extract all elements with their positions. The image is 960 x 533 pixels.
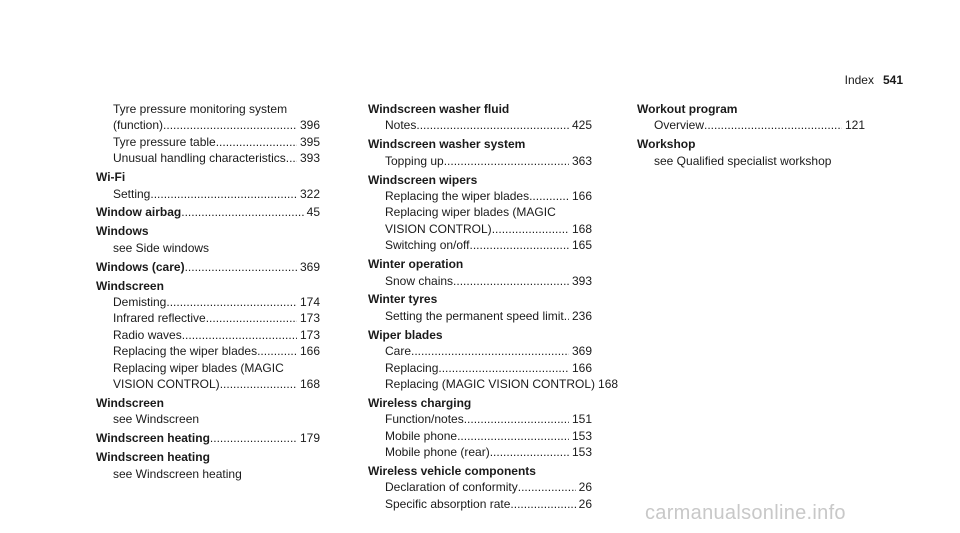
- index-sub-line: [368, 153, 592, 169]
- index-heading: Windscreen washer fluid: [368, 102, 510, 116]
- index-sub-line: [368, 411, 592, 427]
- leader-dots: [492, 221, 569, 237]
- index-sub-label: Setting the permanent speed limit: [385, 308, 564, 323]
- page-ref[interactable]: 121: [844, 118, 865, 133]
- index-sub-line: [368, 479, 592, 495]
- index-sub-label: Unusual handling characteristics: [113, 151, 286, 166]
- page-header: [845, 73, 903, 87]
- index-entry-workshop: [637, 136, 865, 169]
- leader-dots: [453, 273, 569, 289]
- index-heading: Winter tyres: [368, 292, 438, 307]
- page-ref[interactable]: 153: [571, 445, 592, 460]
- index-sub-label: Notes: [385, 118, 417, 133]
- index-entry-windows: [96, 223, 320, 256]
- index-entry-tyre-pressure-cont: [96, 101, 320, 167]
- index-sub-label: Replacing: [385, 360, 439, 375]
- page-ref[interactable]: 393: [299, 151, 320, 166]
- leader-dots: [185, 259, 297, 275]
- index-sub-line: [96, 310, 320, 326]
- leader-dots: [470, 237, 569, 253]
- leader-dots: [457, 428, 569, 444]
- leader-dots: [286, 150, 297, 166]
- leader-dots: [181, 204, 303, 220]
- page-ref[interactable]: 168: [571, 221, 592, 236]
- index-entry-wiper-blades: [368, 327, 619, 393]
- index-sub-label: Snow chains: [385, 273, 454, 288]
- index-heading: Wireless charging: [368, 395, 472, 410]
- page-ref[interactable]: 168: [299, 377, 320, 391]
- index-sub-label: Mobile phone: [385, 428, 458, 443]
- index-heading: Wiper blades: [368, 327, 443, 342]
- page-ref[interactable]: 363: [571, 153, 592, 168]
- leader-dots: [704, 117, 842, 133]
- page-ref[interactable]: 396: [299, 118, 320, 133]
- index-sub-label: Overview: [654, 118, 705, 133]
- leader-dots: [416, 117, 569, 133]
- index-heading: Windscreen heating: [96, 431, 210, 446]
- index-heading: Windows (care): [96, 259, 185, 274]
- index-sub-line: [368, 376, 619, 392]
- index-column-2: [368, 101, 619, 515]
- page-ref[interactable]: 179: [299, 431, 320, 446]
- index-heading: Windscreen wipers: [368, 172, 478, 187]
- index-entry-winter-tyres: [368, 291, 592, 324]
- leader-dots: [529, 188, 569, 204]
- index-entry-windscreen-heating-see: [96, 449, 320, 482]
- page-ref[interactable]: 425: [571, 118, 592, 133]
- index-entry-washer-fluid: [368, 101, 592, 134]
- index-entry-wireless-vehicle: [368, 463, 592, 512]
- page-ref[interactable]: 166: [299, 344, 320, 359]
- index-entry-windscreen: [96, 278, 320, 393]
- index-sub-line: [96, 294, 320, 310]
- leader-dots: [163, 117, 297, 133]
- index-sub-label: Care: [385, 344, 412, 359]
- index-entry-winter-operation: [368, 256, 592, 289]
- leader-dots: [444, 153, 569, 169]
- index-sub-label: Replacing wiper blades (MAGIC: [113, 360, 284, 375]
- index-heading: Wireless vehicle components: [368, 464, 536, 479]
- index-entry-window-airbag: [96, 204, 320, 220]
- index-heading-line: [96, 259, 320, 275]
- leader-dots: [490, 444, 569, 460]
- leader-dots: [216, 134, 297, 150]
- page-ref[interactable]: 395: [299, 134, 320, 149]
- watermark: carmanualsonline.info: [645, 502, 846, 524]
- index-sub-label: (function): [113, 118, 164, 133]
- index-heading: Wi-Fi: [96, 170, 126, 185]
- index-sub-label: Function/notes: [385, 412, 464, 427]
- index-sub-line: [368, 360, 592, 376]
- index-entry-washer-system: [368, 136, 592, 169]
- index-sub-line: [368, 188, 592, 204]
- index-sub-line: [96, 186, 320, 202]
- index-entry-wifi: [96, 169, 320, 202]
- page-ref[interactable]: 369: [299, 259, 320, 274]
- leader-dots: [464, 411, 569, 427]
- index-sub-label: Setting: [113, 186, 151, 201]
- page-number: 541: [882, 73, 903, 87]
- index-sub-line: [368, 428, 592, 444]
- index-sub-label: Replacing the wiper blades: [385, 189, 530, 204]
- index-sub-label: Replacing (MAGIC VISION CONTROL): [385, 377, 596, 391]
- index-sub-line: [96, 134, 320, 150]
- index-sub-label: Replacing the wiper blades: [113, 344, 258, 359]
- index-heading: Workshop: [637, 137, 696, 152]
- index-column-1: [96, 101, 320, 484]
- index-entry-windscreen-see: [96, 395, 320, 428]
- index-heading: Windscreen: [96, 278, 164, 293]
- index-sub-line: [368, 343, 592, 359]
- index-heading: Winter operation: [368, 257, 464, 272]
- section-title: Index: [844, 73, 874, 87]
- index-sub-line: [368, 221, 592, 237]
- page-ref[interactable]: 166: [571, 189, 592, 204]
- leader-dots: [518, 479, 576, 495]
- see-reference[interactable]: see Windscreen heating: [113, 466, 242, 481]
- index-sub-line: [96, 343, 320, 359]
- see-reference[interactable]: see Qualified specialist workshop: [654, 153, 832, 168]
- index-sub-line: [368, 308, 592, 324]
- index-sub-line: [368, 444, 592, 460]
- index-sub-label: VISION CONTROL): [113, 377, 220, 391]
- index-sub-label: Tyre pressure monitoring system: [113, 102, 288, 116]
- index-heading: Windscreen: [96, 395, 164, 410]
- index-heading: Workout program: [637, 102, 738, 116]
- page-ref[interactable]: 151: [571, 412, 592, 427]
- index-sub-line: [637, 117, 865, 133]
- index-column-3: [637, 101, 865, 172]
- index-heading: Windows: [96, 224, 149, 239]
- page-ref[interactable]: 236: [571, 308, 592, 323]
- index-sub-label: VISION CONTROL): [385, 221, 492, 236]
- index-sub-label: Specific absorption rate: [385, 496, 511, 511]
- index-entry-windows-care: [96, 259, 320, 275]
- index-entry-wireless-charging: [368, 395, 592, 461]
- index-heading-line: [96, 204, 320, 220]
- index-sub-label: Topping up: [385, 153, 444, 168]
- index-sub-line: [96, 150, 320, 166]
- leader-dots: [257, 343, 297, 359]
- page-ref[interactable]: 393: [571, 273, 592, 288]
- page-ref[interactable]: 174: [299, 294, 320, 309]
- see-reference[interactable]: see Windscreen: [113, 412, 200, 427]
- index-sub-line: [368, 496, 592, 512]
- index-sub-label: Mobile phone (rear): [385, 445, 490, 460]
- page-ref[interactable]: 322: [299, 186, 320, 201]
- leader-dots: [220, 376, 297, 392]
- leader-dots: [166, 294, 297, 310]
- index-sub-label: Infrared reflective: [113, 311, 206, 326]
- index-sub-line: [368, 117, 592, 133]
- leader-dots: [510, 496, 575, 512]
- leader-dots: [150, 186, 297, 202]
- page-ref[interactable]: 369: [571, 344, 592, 359]
- index-sub-line: [96, 117, 320, 133]
- index-heading: Windscreen washer system: [368, 137, 526, 152]
- index-entry-wipers: [368, 172, 592, 254]
- page-ref[interactable]: 165: [571, 238, 592, 253]
- page-ref[interactable]: 153: [571, 428, 592, 443]
- leader-dots: [411, 343, 569, 359]
- index-heading-line: [96, 430, 320, 446]
- index-sub-label: Tyre pressure table: [113, 134, 216, 149]
- index-sub-label: Declaration of conformity: [385, 480, 518, 495]
- page-ref[interactable]: 45: [306, 205, 320, 220]
- index-sub-label: Radio waves: [113, 327, 182, 342]
- index-sub-label: Demisting: [113, 294, 167, 309]
- index-sub-label: Replacing wiper blades (MAGIC: [385, 205, 556, 220]
- index-sub-line: [368, 273, 592, 289]
- page-ref[interactable]: 26: [578, 496, 592, 511]
- leader-dots: [438, 360, 569, 376]
- index-entry-windscreen-heating: [96, 430, 320, 446]
- index-sub-line: [96, 327, 320, 343]
- page-ref[interactable]: 166: [571, 360, 592, 375]
- index-sub-label: Switching on/off: [385, 238, 470, 253]
- index-sub-line: [368, 237, 592, 253]
- leader-dots: [210, 430, 297, 446]
- page-ref[interactable]: 173: [299, 327, 320, 342]
- leader-dots: [182, 327, 297, 343]
- page-ref[interactable]: 26: [578, 480, 592, 495]
- page-ref[interactable]: 168: [598, 377, 619, 391]
- see-reference[interactable]: see Side windows: [113, 240, 210, 255]
- index-entry-workout: [637, 101, 865, 134]
- index-sub-line: [96, 376, 320, 392]
- page-ref[interactable]: 173: [299, 311, 320, 326]
- leader-dots: [206, 310, 297, 326]
- index-heading: Window airbag: [96, 205, 182, 220]
- index-heading: Windscreen heating: [96, 450, 210, 465]
